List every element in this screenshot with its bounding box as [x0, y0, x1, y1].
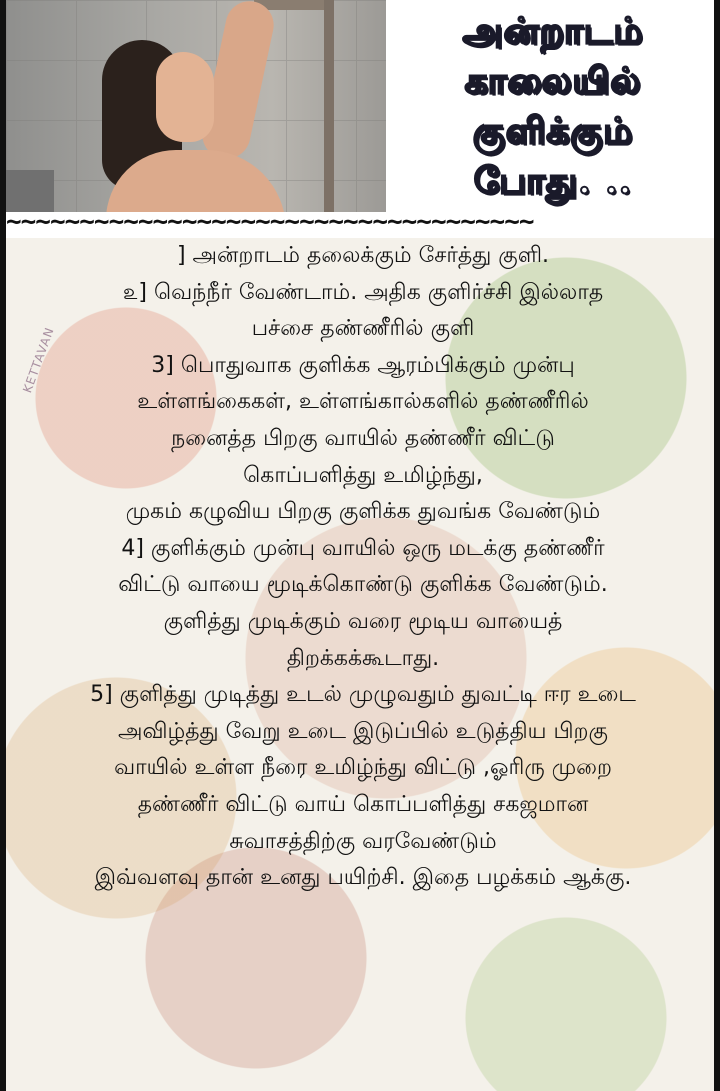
- wavy-separator: ~~~~~~~~~~~~~~~~~~~~~~~~~~~~~~~~~~~~: [6, 208, 534, 236]
- shower-photo: [6, 0, 386, 212]
- instruction-line: 3] பொதுவாக குளிக்க ஆரம்பிக்கும் முன்பு: [151, 352, 575, 378]
- instruction-line: 5] குளித்து முடித்து உடல் முழுவதும் துவட்டி ஈர உடை: [90, 682, 636, 708]
- instructions: [6, 238, 720, 897]
- instruction-line: வாயில் உள்ள நீரை உமிழ்ந்து விட்டு ,ஓரிரு முறை: [114, 755, 612, 781]
- woman-face: [156, 52, 214, 142]
- instruction-line: பச்சை தண்ணீரில் குளி: [251, 316, 475, 342]
- instruction-line: தண்ணீர் விட்டு வாய் கொப்பளித்து சகஜமான: [137, 791, 589, 817]
- title-line-3: குளிக்கும்: [472, 110, 634, 152]
- instruction-line: இவ்வளவு தான் உனது பயிற்சி. இதை பழக்கம் ஆக்கு.: [94, 865, 632, 891]
- title-line-2: காலையில்: [464, 60, 642, 102]
- instruction-line: சுவாசத்திற்கு வரவேண்டும்: [229, 828, 497, 854]
- title-line-4: போது. ..: [473, 160, 633, 202]
- instruction-line: முகம் கழுவிய பிறகு குளிக்க துவங்க வேண்டும்: [125, 499, 601, 525]
- instruction-line: ௨] வெந்நீர் வேண்டாம். அதிக குளிர்ச்சி இல்லாத: [122, 279, 604, 305]
- instruction-line: நனைத்த பிறகு வாயில் தண்ணீர் விட்டு: [171, 425, 555, 451]
- wall-ledge: [6, 170, 54, 212]
- instruction-line: விட்டு வாயை மூடிக்கொண்டு குளிக்க வேண்டும்.: [118, 572, 608, 598]
- instruction-line: திறக்கக்கூடாது.: [286, 645, 440, 671]
- instruction-line: ] அன்றாடம் தலைக்கும் சேர்த்து குளி.: [176, 243, 550, 268]
- watermark-text: KETTAVAN: [20, 325, 58, 395]
- title-line-1: அன்றாடம்: [462, 10, 644, 52]
- instruction-line: உள்ளங்கைகள், உள்ளங்கால்களில் தண்ணீரில்: [137, 389, 589, 415]
- shower-pipe: [324, 0, 334, 212]
- instruction-line: கொப்பளித்து உமிழ்ந்து,: [243, 462, 483, 488]
- instruction-line: குளித்து முடிக்கும் வரை மூடிய வாயைத்: [163, 608, 563, 634]
- instruction-line: அவிழ்த்து வேறு உடை இடுப்பில் உடுத்திய பிறகு: [118, 718, 608, 744]
- title-block: [386, 0, 720, 212]
- instruction-line: 4] குளிக்கும் முன்பு வாயில் ஒரு மடக்கு தண்ணீர்: [121, 535, 605, 561]
